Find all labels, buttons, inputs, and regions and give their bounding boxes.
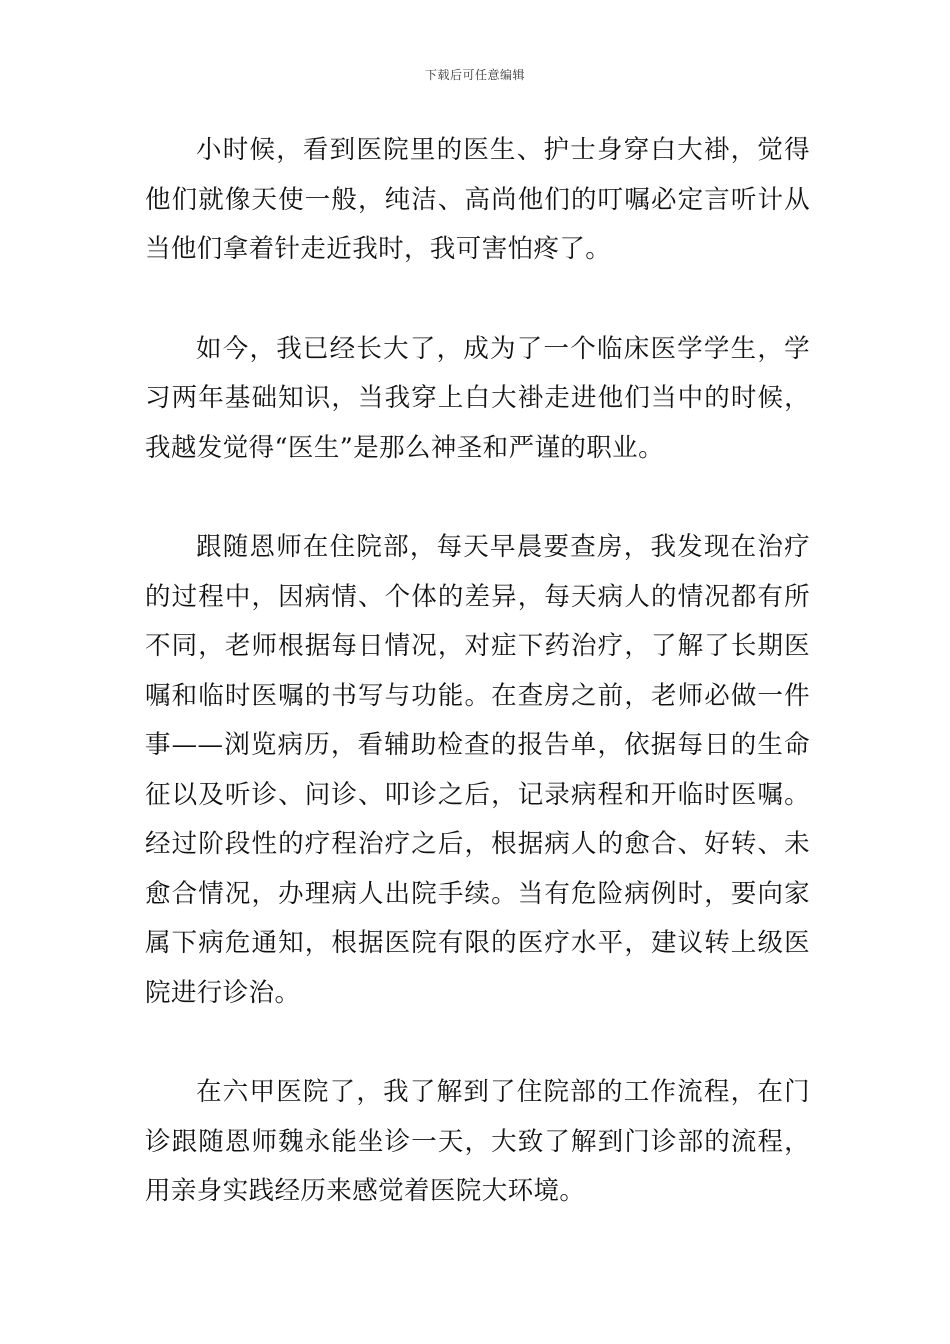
paragraph-medical-student: 如今，我已经长大了，成为了一个临床医学学生，学习两年基础知识，当我穿上白大褂走进他们当中的时候，我越发觉得“医生”是那么神圣和严谨的职业。 xyxy=(145,333,810,463)
paragraph-ward-rounds: 跟随恩师在住院部，每天早晨要查房，我发现在治疗的过程中，因病情、个体的差异，每天病人的情况都有所不同，老师根据每日情况，对症下药治疗，了解了长期医嘱和临时医嘱的书写与功能。在查房之前，老师必做一件事——浏览病历，看辅助检查的报告单，依据每日的生命征以及听诊、问诊、叩诊之后，记录病程和开临时医嘱。经过阶段性的疗程治疗之后，根据病人的愈合、好转、未愈合情况，办理病人出院手续。当有危险病例时，要向家属下病危通知，根据医院有限的医疗水平，建议转上级医院进行诊治。 xyxy=(145,532,810,1008)
paragraph-outpatient: 在六甲医院了，我了解到了住院部的工作流程，在门诊跟随恩师魏永能坐诊一天，大致了解到门诊部的流程，用亲身实践经历来感觉着医院大环境。 xyxy=(145,1077,810,1206)
document-body xyxy=(145,126,810,1217)
page-header-note: 下载后可任意编辑 xyxy=(424,68,525,82)
paragraph-childhood: 小时候，看到医院里的医生、护士身穿白大褂，觉得他们就像天使一般，纯洁、高尚他们的叮嘱必定言听计从当他们拿着针走近我时，我可害怕疼了。 xyxy=(145,135,810,264)
